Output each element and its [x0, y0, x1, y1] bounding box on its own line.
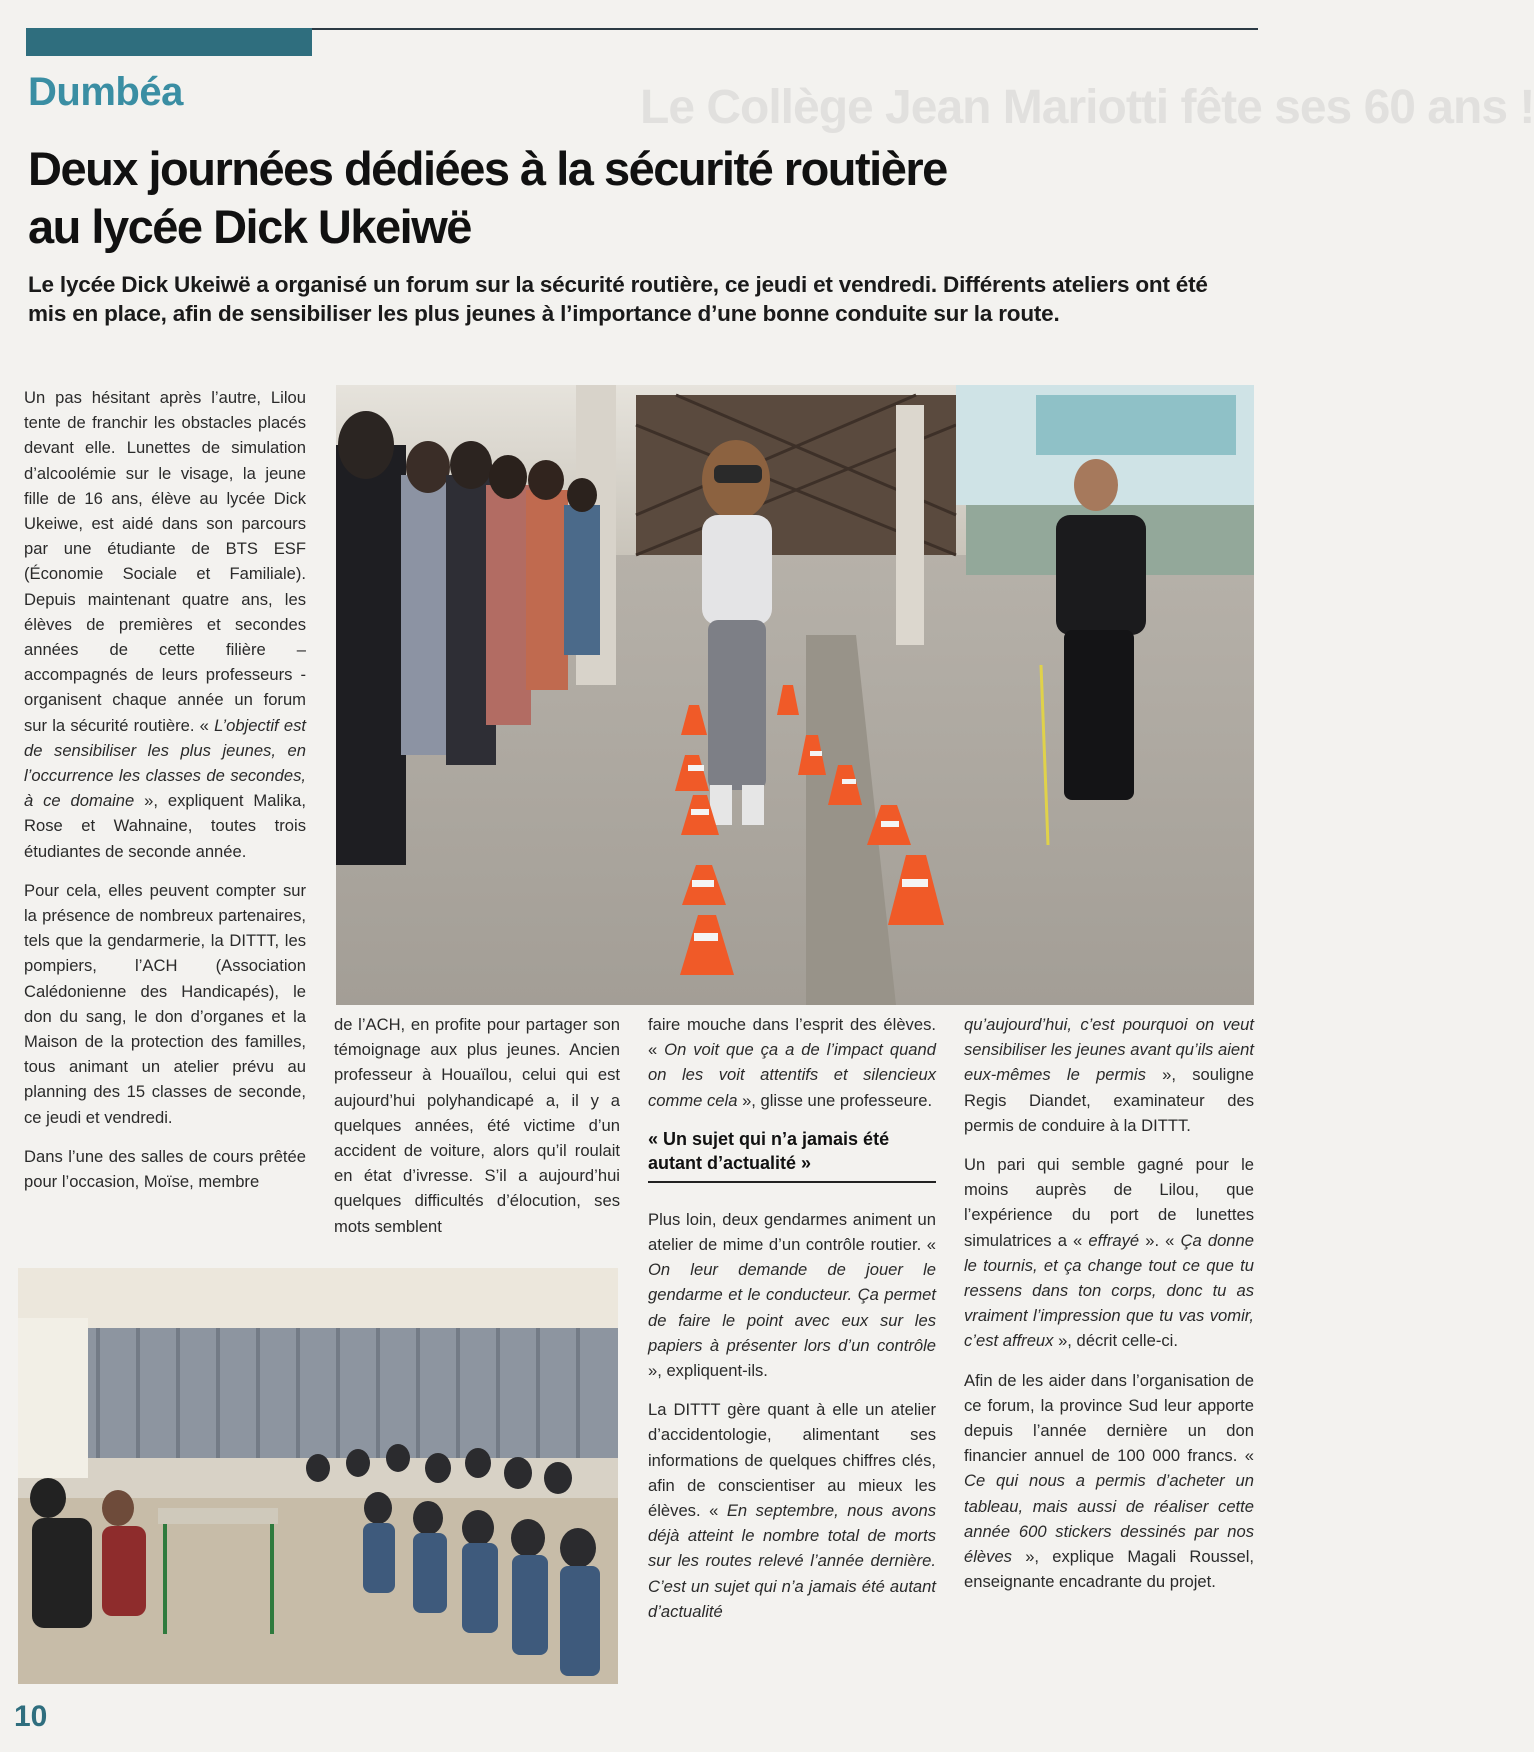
section-color-bar: [26, 28, 312, 56]
photo-classroom-testimony: [18, 1268, 618, 1684]
paragraph-lilou: Un pari qui semble gagné pour le moins auprès de Lilou, que l’expérience du port de lunettes simulatrices a « effrayé ». « Ça donne le tournis, et ça change tout ce que tu ressens dans ton corps, donc tu as vraiment l’impression que tu vas vomir, c’est affreux », décrit celle-ci.: [964, 1155, 1254, 1351]
paragraph-ach-start: Dans l’une des salles de cours prêtée pour l’occasion, Moïse, membre: [24, 1146, 306, 1192]
paragraph-ach-testimony: de l’ACH, en profite pour partager son témoignage aux plus jeunes. Ancien professeur à Houaïlou, celui qui est aujourd’hui polyhandicapé a, il y a quelques années, été victime d’un accident de voiture, alors qu’il roulait en état d’ivresse. S’il a aujourd’hui quelques difficultés d’élocution, ses mots semblent: [334, 1015, 620, 1236]
paragraph-funding: Afin de les aider dans l’organisation de ce forum, la province Sud leur apporte depuis l’année dernière un don financier annuel de 100 000 francs. « Ce qui nous a permis d’acheter un tableau, mais aussi de réaliser cette année 600 stickers dessinés par nos élèves », explique Magali Roussel, enseignante encadrante du projet.: [964, 1370, 1254, 1592]
paragraph-dittt: La DITTT gère quant à elle un atelier d’accidentologie, alimentant ses informations de quelques chiffres clés, afin de conscientiser au mieux les élèves. « En septembre, nous avons déjà atteint le nombre total de morts sur les routes relevé l’année dernière. C’est un sujet qui n’a jamais été autant d’actualité: [648, 1400, 936, 1621]
article-column-2: [334, 1012, 620, 1253]
photo-goggles-obstacle-course: [336, 385, 1254, 1005]
paragraph-gendarmes: Plus loin, deux gendarmes animent un atelier de mime d’un contrôle routier. « On leur demande de jouer le gendarme et le conducteur. Ça permet de faire le point avec eux sur les papiers à présenter lors d’un contrôle », expliquent-ils.: [648, 1209, 936, 1381]
intertitle: « Un sujet qui n’a jamais été autant d’actualité »: [648, 1127, 936, 1183]
section-kicker: Dumbéa: [28, 70, 183, 114]
paragraph-teacher-quote: faire mouche dans l’esprit des élèves. « On voit que ça a de l’impact quand on les voit attentifs et silencieux comme cela », glisse une professeure.: [648, 1015, 936, 1110]
article-column-1: [24, 385, 306, 1208]
paragraph-dittt-end: qu’aujourd’hui, c’est pourquoi on veut sensibiliser les jeunes avant qu’ils aient eux-mêmes le permis », souligne Regis Diandet, examinateur des permis de conduire à la DITTT.: [964, 1015, 1255, 1135]
bleed-through-title: Le Collège Jean Mariotti fête ses 60 ans !: [640, 81, 1534, 134]
article-column-3: [648, 1012, 936, 1638]
lead-paragraph: Le lycée Dick Ukeiwë a organisé un forum sur la sécurité routière, ce jeudi et vendredi. Différents ateliers ont été mis en place, afin de sensibiliser les plus jeunes à l’importance d’une bonne conduite sur la route.: [28, 272, 1208, 326]
article-column-4: [964, 1012, 1254, 1608]
page-number: 10: [14, 1700, 48, 1733]
paragraph-intro: Un pas hésitant après l’autre, Lilou tente de franchir les obstacles placés devant elle. Lunettes de simulation d’alcoolémie sur le visage, la jeune fille de 16 ans, élève au lycée Dick Ukeiwe, est aidé dans son parcours par une étudiante de BTS ESF (Économie Sociale et Familiale). Depuis maintenant quatre ans, les élèves de premières et secondes années de cette filière – accompagnés de leurs professeurs - organisent chaque année un forum sur la sécurité routière. « L’objectif est de sensibiliser les plus jeunes, en l’occurrence les classes de secondes, à ce domaine », expliquent Malika, Rose et Wahnaine, toutes trois étudiantes de seconde année.: [24, 388, 306, 861]
paragraph-partners: Pour cela, elles peuvent compter sur la présence de nombreux partenaires, tels que la gendarmerie, la DITTT, les pompiers, l’ACH (Association Calédonienne des Handicapés), le don du sang, le don d’organes et la Maison de la protection des familles, tous animant un atelier prévu au planning des 15 classes de seconde, ce jeudi et vendredi.: [24, 880, 306, 1127]
headline: Deux journées dédiées à la sécurité routière au lycée Dick Ukeiwë: [28, 142, 947, 253]
